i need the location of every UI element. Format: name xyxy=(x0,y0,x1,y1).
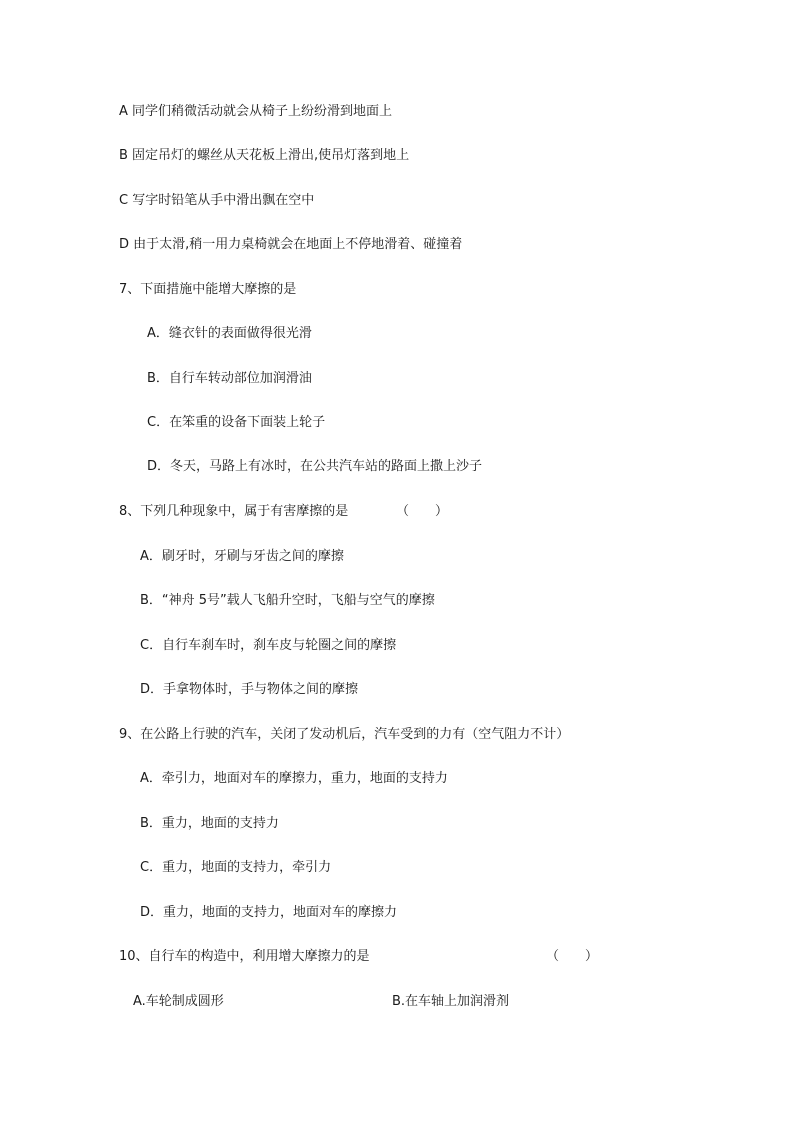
q7-option-d: D．冬天，马路上有冰时，在公共汽车站的路面上撒上沙子 xyxy=(147,459,483,474)
q7-option-c: C．在笨重的设备下面装上轮子 xyxy=(147,415,326,430)
q6-option-a: A 同学们稍微活动就会从椅子上纷纷滑到地面上 xyxy=(119,104,393,119)
q8-option-c: C．自行车刹车时，刹车皮与轮圈之间的摩擦 xyxy=(140,638,397,653)
q10-option-b: B.在车轴上加润滑剂 xyxy=(392,994,510,1009)
q8-option-a: A．刷牙时，牙刷与牙齿之间的摩擦 xyxy=(140,549,344,564)
q7-option-a: A．缝衣针的表面做得很光滑 xyxy=(147,326,312,341)
q9-stem: 9、在公路上行驶的汽车，关闭了发动机后，汽车受到的力有（空气阻力不计） xyxy=(119,727,570,742)
q8-answer-blank: （ ） xyxy=(396,504,449,519)
q6-option-d: D 由于太滑,稍一用力桌椅就会在地面上不停地滑着、碰撞着 xyxy=(119,237,463,252)
q10-answer-blank: （ ） xyxy=(546,949,599,964)
q7-option-b: B．自行车转动部位加润滑油 xyxy=(147,371,312,386)
q9-option-b: B．重力，地面的支持力 xyxy=(140,816,279,831)
q9-option-a: A．牵引力，地面对车的摩擦力，重力，地面的支持力 xyxy=(140,771,448,786)
q6-option-c: C 写字时铅笔从手中滑出飘在空中 xyxy=(119,193,315,208)
q8-stem: 8、下列几种现象中，属于有害摩擦的是 xyxy=(119,504,349,519)
q7-stem: 7、下面措施中能增大摩擦的是 xyxy=(119,282,297,297)
q10-option-a: A.车轮制成圆形 xyxy=(133,994,224,1009)
q8-option-d: D．手拿物体时，手与物体之间的摩擦 xyxy=(140,682,359,697)
q10-stem: 10、自行车的构造中，利用增大摩擦力的是 xyxy=(119,949,370,964)
q9-option-c: C．重力，地面的支持力，牵引力 xyxy=(140,860,332,875)
q9-option-d: D．重力，地面的支持力，地面对车的摩擦力 xyxy=(140,905,398,920)
q8-option-b: B．“神舟 5号”载人飞船升空时，飞船与空气的摩擦 xyxy=(140,593,435,608)
q6-option-b: B 固定吊灯的螺丝从天花板上滑出,使吊灯落到地上 xyxy=(119,148,410,163)
